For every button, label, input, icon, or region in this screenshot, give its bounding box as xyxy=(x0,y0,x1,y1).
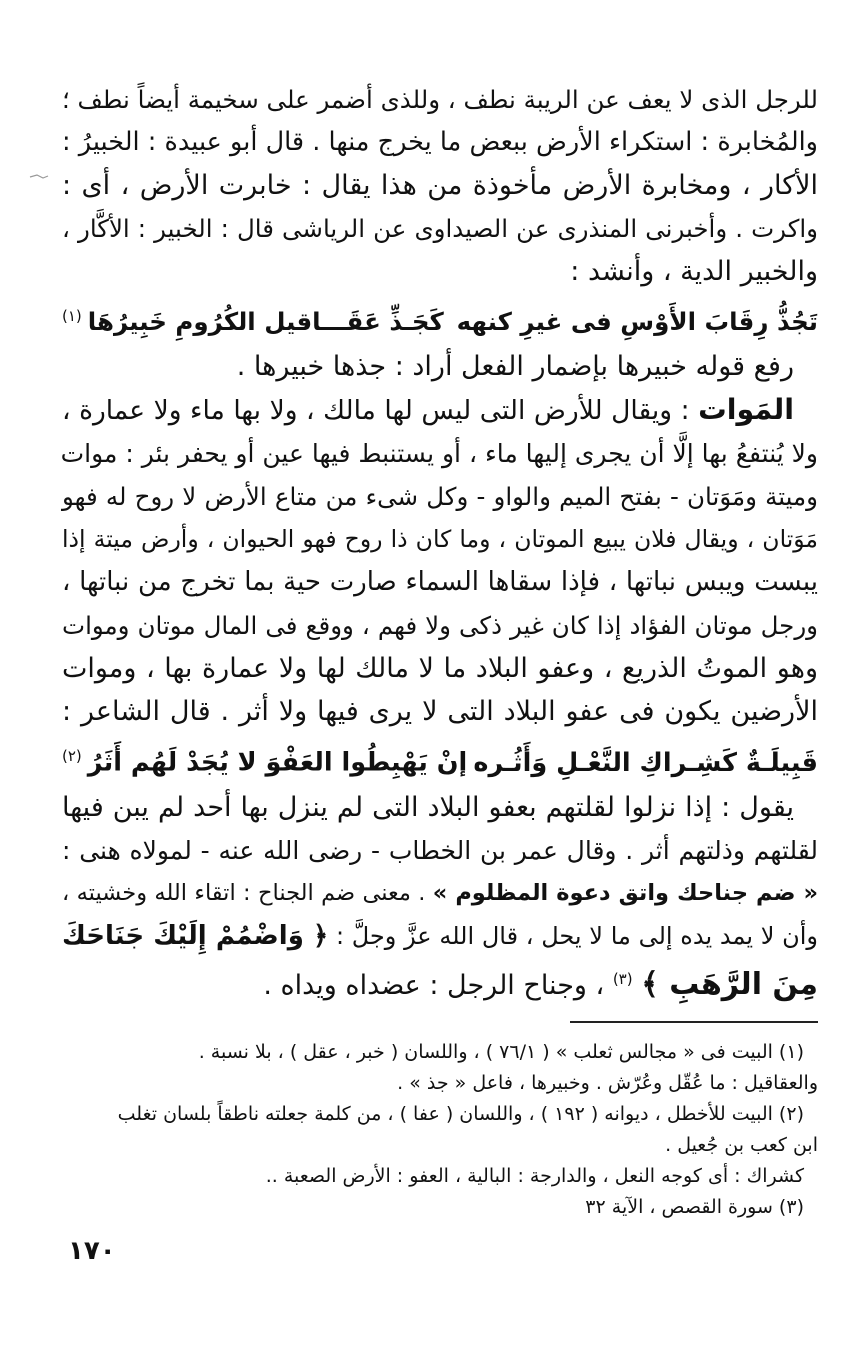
footnote-ref-3: (٣) xyxy=(612,969,633,988)
footnote-ref-1: (١) xyxy=(62,307,82,325)
margin-mark-icon xyxy=(28,170,50,184)
verse-2-first-hemistich: قَبِيلَـةٌ كَشِـراكِ النَّعْـلِ وَأَثُـره xyxy=(473,747,818,778)
verse-1-second-hemistich-wrap xyxy=(62,293,444,345)
body-line: ورجل موتان الفؤاد إذا كان غير ذكى ولا فهم ، ووقع فى المال موتان وموات xyxy=(62,611,818,641)
body-line: الأرضين يكون فى عفو البلاد التى لا يرى فيها ولا أثر . قال الشاعر : xyxy=(62,696,818,728)
quran-verse-part-1: ﴿ وَاضْمُمْ إِلَيْكَ جَنَاحَكَ xyxy=(62,920,329,951)
omar-quote: « ضم جناحك واتق دعوة المظلوم » xyxy=(432,879,818,906)
quran-intro: وأن لا يمد يده إلى ما لا يحل ، قال الله عزَّ وجلَّ : xyxy=(335,921,819,950)
footnote-2-gloss: كشراك : أى كوجه النعل ، والدارجة : البالية ، العفو : الأرض الصعبة .. xyxy=(265,1164,804,1187)
body-line: يقول : إذا نزلوا لقلتهم بعفو البلاد التى لم ينزل بها أحد لم يبن فيها xyxy=(62,791,794,823)
verse-1-first-hemistich: تَجُذُّ رِقَابَ الأَوْسِ فى غيرِ كنهه xyxy=(456,307,818,337)
quote-line-rest: . معنى ضم الجناح : اتقاء الله وخشيته ، xyxy=(62,879,426,906)
verse-2-second-hemistich-wrap xyxy=(62,733,467,786)
footnote-ref-2: (٢) xyxy=(62,747,82,766)
quran-verse-part-2: مِنَ الرَّهَبِ ﴾ xyxy=(641,966,818,1002)
body-line: ولا يُنتفعُ بها إلَّا أن يجرى إليها ماء ، أو يستنبط فيها عين أو يحفر بئر : موات xyxy=(60,439,818,469)
mawat-first-rest: : ويقال للأرض التى ليس لها مالك ، ولا بها ماء ولا عمارة ، xyxy=(62,395,690,427)
page-content xyxy=(62,78,818,1223)
verse-1 xyxy=(62,293,818,345)
verse-2 xyxy=(62,733,818,786)
body-line: واكرت . وأخبرنى المنذرى عن الصيداوى عن الرياشى قال : الخبير : الأكَّار ، xyxy=(62,214,818,243)
quran-line-2-rest: ، وجناح الرجل : عضداه ويداه . xyxy=(263,969,605,1001)
mawat-first-line xyxy=(62,388,818,432)
body-line: وميتة ومَوَتان - بفتح الميم والواو - وكل شىء من متاع الأرض لا روح له فهو xyxy=(62,482,818,512)
footnote-2-cont: ابن كعب بن جُعيل . xyxy=(665,1133,818,1156)
verse-1-second-hemistich: كَجَـذِّ عَقَـــاقيل الكُرُومِ خَبِيرُهَا xyxy=(87,307,444,337)
verse-2-second-hemistich: إنْ يَهْبِطُوا العَفْوَ لا يُجَدْ لَهُم أَثَرُ xyxy=(87,747,468,778)
body-line: مَوَتان ، ويقال فلان يبيع الموتان ، وما كان ذا روح فهو الحيوان ، وأرض ميتة إذا xyxy=(62,525,818,554)
quran-line-1 xyxy=(62,915,818,958)
body-line: الأكار ، ومخابرة الأرض مأخوذة من هذا يقال : خابرت الأرض ، أى : xyxy=(62,170,818,201)
body-line: لقلتهم وذلتهم أثر . وقال عمر بن الخطاب - رضى الله عنه - لمولاه هنى : xyxy=(62,835,818,865)
footnote-divider xyxy=(570,1021,818,1023)
body-line: والمُخابرة : استكراء الأرض ببعض ما يخرج منها . قال أبو عبيدة : الخبيرُ : xyxy=(62,127,818,157)
quran-line-2 xyxy=(62,958,818,1007)
footnote-2: (٢) البيت للأخطل ، ديوانه ( ١٩٢ ) ، واللسان ( عفا ) ، من كلمة جعلته ناطقاً بلسان تغلب xyxy=(117,1102,804,1125)
body-line: وهو الموتُ الذريع ، وعفو البلاد ما لا مالك لها ولا عمارة بها ، وموات xyxy=(62,653,818,685)
body-line: رفع قوله خبيرها بإضمار الفعل أراد : جذها خبيرها . xyxy=(236,351,794,383)
body-line: للرجل الذى لا يعف عن الريبة نطف ، وللذى أضمر على سخيمة أيضاً نطف ؛ xyxy=(61,85,818,114)
body-line: يبست ويبس نباتها ، فإذا سقاها السماء صارت حية بما تخرج من نباتها ، xyxy=(62,567,818,598)
term-mawat: المَوات xyxy=(698,393,794,427)
quote-line xyxy=(62,872,818,915)
footnote-1-cont: والعقاقيل : ما عُقّل وعُرّش . وخبيرها ، فاعل « جذ » . xyxy=(397,1071,818,1094)
footnote-1: (١) البيت فى « مجالس ثعلب » ( ٧٦/١ ) ، واللسان ( خبر ، عقل ) ، بلا نسبة . xyxy=(198,1040,804,1063)
footnote-3: (٣) سورة القصص ، الآية ٣٢ xyxy=(585,1195,804,1218)
body-line: والخبير الدية ، وأنشد : xyxy=(570,256,818,287)
page-number: ١٧٠ xyxy=(68,1236,116,1266)
